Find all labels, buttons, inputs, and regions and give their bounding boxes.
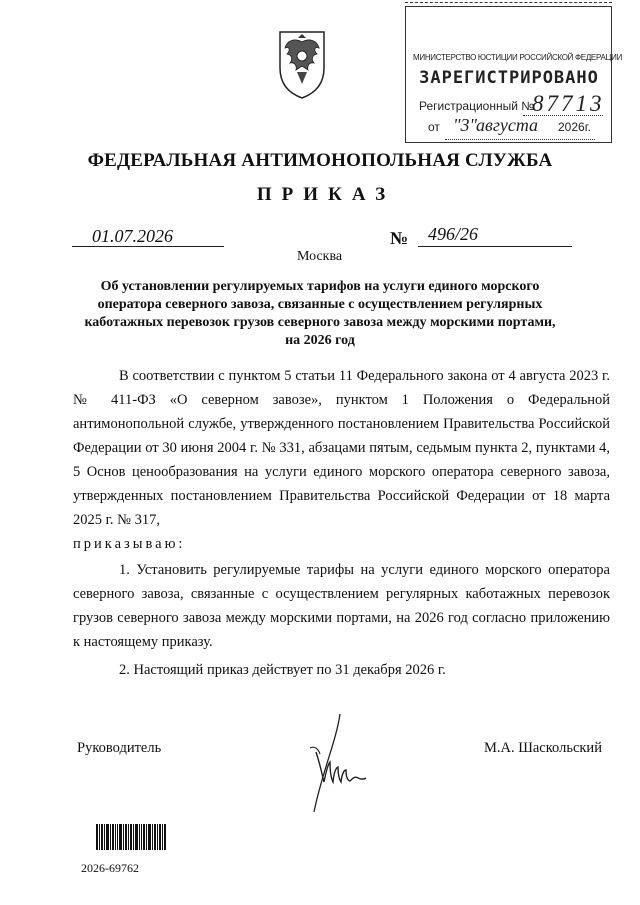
agency-name: ФЕДЕРАЛЬНАЯ АНТИМОНОПОЛЬНАЯ СЛУЖБА [87,150,553,171]
stamp-number-label: Регистрационный № [419,99,535,113]
stamp-top-dash [405,2,612,3]
document-title: Об установлении регулируемых тарифов на услуги единого морского оператора северного завоза, связанные с осуществлением регулярных каботажных перевозок грузов северного завоза между морскими портами, на 2026 год [84,279,556,348]
stamp-date-prefix: от [428,120,440,134]
stamp-date-month: августа [476,115,539,135]
document-date: 01.07.2026 [92,226,173,246]
stamp-date-day: "3" [453,115,478,135]
state-emblem-icon [277,28,327,100]
stamp-ministry: МИНИСТЕРСТВО ЮСТИЦИИ РОССИЙСКОЙ ФЕДЕРАЦИИ [413,53,623,62]
order-item-2: 2. Настоящий приказ действует по 31 декабря 2026 г. [119,662,446,678]
date-underline [72,246,224,247]
order-item-1: 1. Установить регулируемые тарифы на услуги единого морского оператора северного завоза, связанные с осуществлением регулярных каботажных перевозок грузов северного завоза между морскими портами, на 2026 год согласно приложению к настоящему приказу. [73,562,610,650]
document-body [73,364,610,682]
signer-name: М.А. Шаскольский [484,740,602,756]
registration-code: 2026-69762 [81,861,139,875]
document-number: 496/26 [428,224,479,244]
signature-icon [300,712,380,822]
stamp-date-line [445,139,595,140]
order-word: приказываю: [73,536,186,552]
number-sign: № [390,228,409,248]
document-type: ПРИКАЗ [256,184,396,205]
stamp-status: ЗАРЕГИСТРИРОВАНО [419,68,599,88]
stamp-date-year: 2026г. [558,120,591,134]
number-underline [418,246,572,247]
preamble-paragraph: В соответствии с пунктом 5 статьи 11 Федерального закона от 4 августа 2023 г. № 411-ФЗ «О северном завозе», пунктом 1 Положения о Федеральной антимонопольной службе, утвержденного постановлением Правительства Российской Федерации от 30 июня 2004 г. № 331, абзацами пятым, седьмым пункта 2, пунктами 4, 5 Основ ценообразования на услуги единого морского оператора северного завоза, утвержденных постановлением Правительства Российской Федерации от 18 марта 2025 г. № 317, [73,368,610,528]
barcode-icon [96,824,166,850]
signer-role: Руководитель [77,740,162,756]
document-city: Москва [297,249,343,264]
stamp-number: 87713 [532,91,605,116]
